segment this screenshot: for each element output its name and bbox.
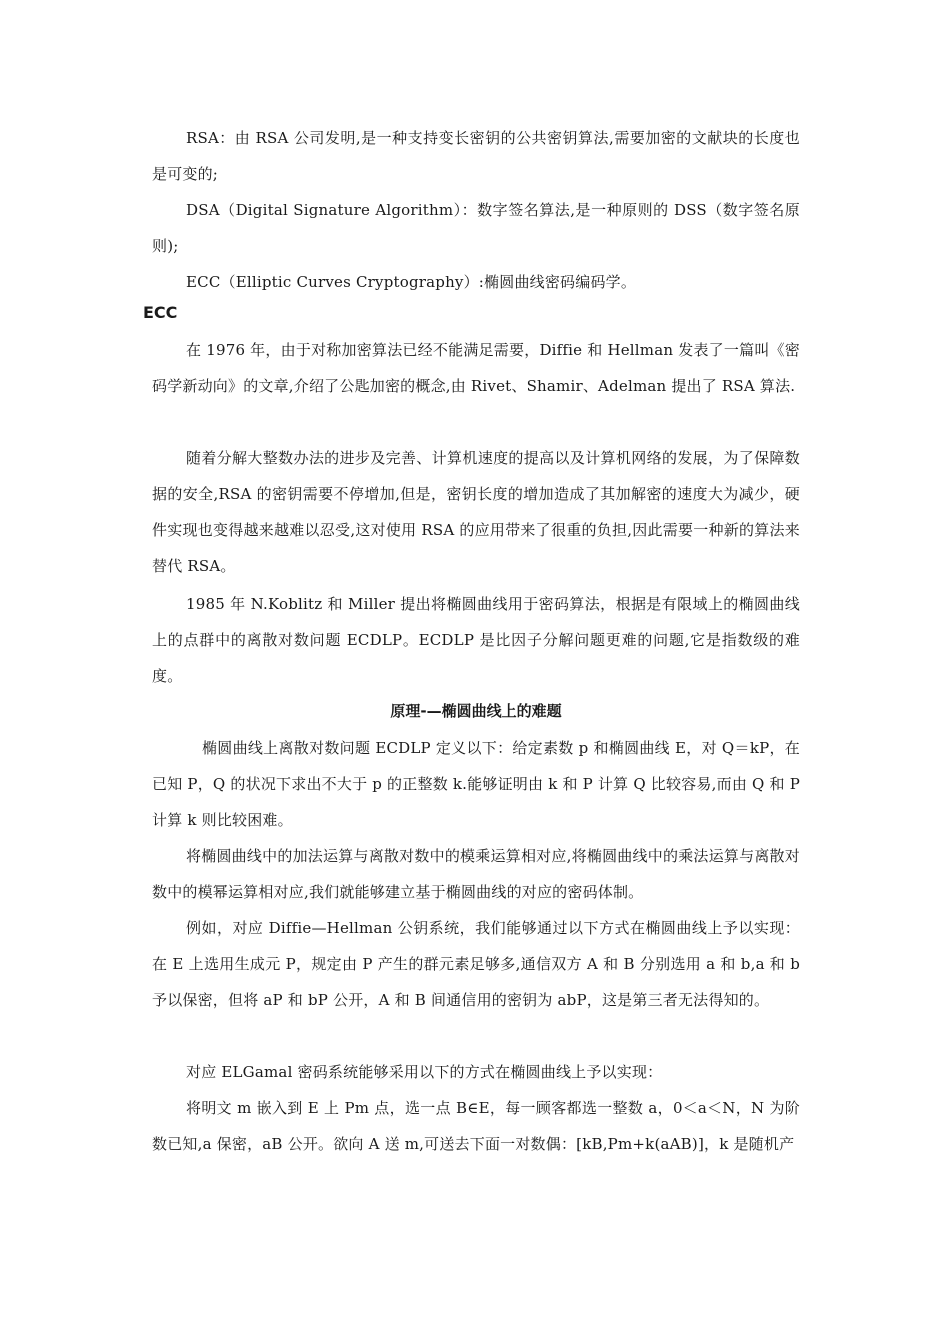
history-paragraph: 在 1976 年，由于对称加密算法已经不能满足需要，Diffie 和 Hellman 发表了一篇叫《密码学新动向》的文章,介绍了公匙加密的概念,由 Rivet、Shamir、Adelman 提出了 RSA 算法. (152, 341, 800, 395)
diffie-hellman-paragraph: 例如，对应 Diffie—Hellman 公钥系统，我们能够通过以下方式在椭圆曲线上予以实现：在 E 上选用生成元 P，规定由 P 产生的群元素足够多,通信双方 A 和 B 分别选用 a 和 b,a 和 b 予以保密，但将 aP 和 bP 公开，A 和 B 间通信用的密钥为 abP，这是第三者无法得知的。 (152, 919, 800, 1009)
koblitz-miller-paragraph: 1985 年 N.Koblitz 和 Miller 提出将椭圆曲线用于密码算法，根据是有限域上的椭圆曲线上的点群中的离散对数问题 ECDLP。ECDLP 是比因子分解问题更难的问题,它是指数级的难度。 (152, 595, 800, 685)
section-heading: ECC (143, 303, 178, 322)
rsa-limit-paragraph: 随着分解大整数办法的进步及完善、计算机速度的提高以及计算机网络的发展，为了保障数据的安全,RSA 的密钥需要不停增加,但是，密钥长度的增加造成了其加解密的速度大为减少，硬件实现也变得越来越难以忍受,这对使用 RSA 的应用带来了很重的负担,因此需要一种新的算法来替代 RSA。 (152, 449, 800, 575)
ecc-paragraph: ECC（Elliptic Curves Cryptography）:椭圆曲线密码编码学。 (186, 273, 637, 291)
dsa-paragraph: DSA（Digital Signature Algorithm）：数字签名算法,是一种原则的 DSS（数字签名原则); (152, 201, 800, 255)
ecdlp-definition-paragraph: 椭圆曲线上离散对数问题 ECDLP 定义以下：给定素数 p 和椭圆曲线 E，对 Q＝kP，在已知 P，Q 的状况下求出不大于 p 的正整数 k.能够证明由 k 和 P 计算 Q 比较容易,而由 Q 和 P 计算 k 则比较困难。 (152, 739, 800, 829)
elgamal-intro-paragraph: 对应 ELGamal 密码系统能够采用以下的方式在椭圆曲线上予以实现： (186, 1063, 663, 1081)
elgamal-detail-paragraph: 将明文 m 嵌入到 E 上 Pm 点，选一点 B∈E，每一顾客都选一整数 a，0＜a＜N，N 为阶数已知,a 保密，aB 公开。欲向 A 送 m,可送去下面一对数偶：[kB,Pm+k(aAB)]，k 是随机产 (152, 1099, 800, 1153)
rsa-paragraph: RSA：由 RSA 公司发明,是一种支持变长密钥的公共密钥算法,需要加密的文献块的长度也是可变的; (152, 129, 800, 183)
operation-mapping-paragraph: 将椭圆曲线中的加法运算与离散对数中的模乘运算相对应,将椭圆曲线中的乘法运算与离散对数中的模幂运算相对应,我们就能够建立基于椭圆曲线的对应的密码体制。 (152, 847, 800, 901)
principle-subheading: 原理-—椭圆曲线上的难题 (390, 702, 562, 720)
